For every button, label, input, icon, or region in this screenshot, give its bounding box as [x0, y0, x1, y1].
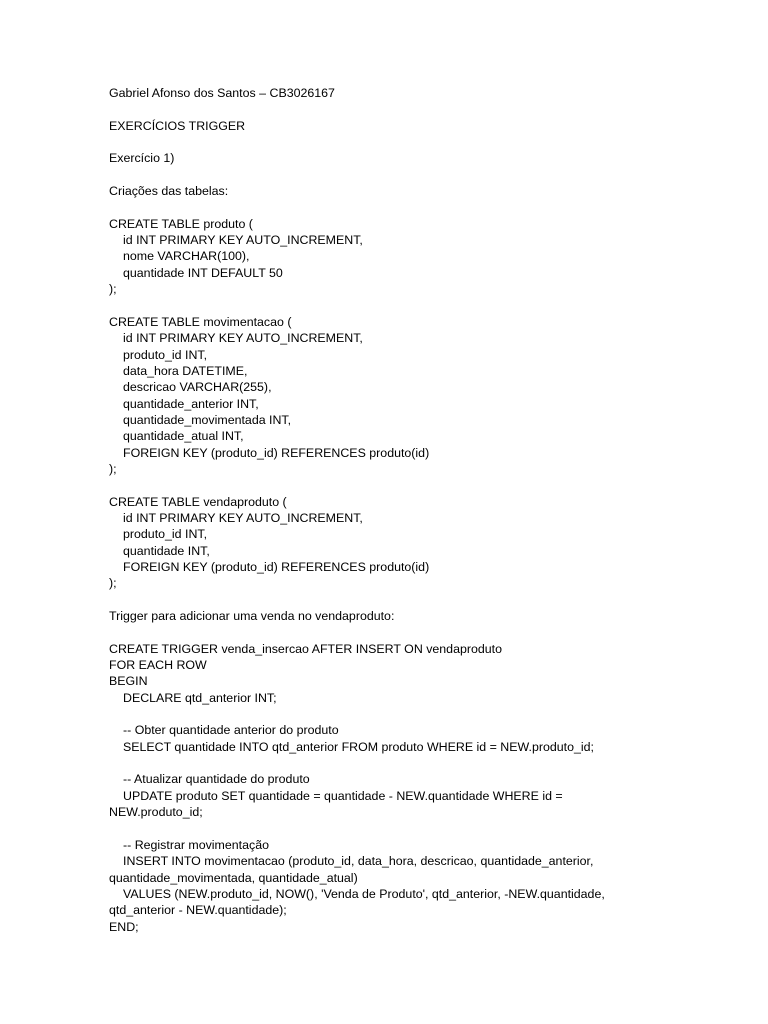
code-line: quantidade INT,: [123, 543, 210, 558]
code-line: CREATE TABLE produto (: [109, 216, 253, 231]
code-line: CREATE TABLE movimentacao (: [109, 314, 292, 329]
author-line: Gabriel Afonso dos Santos – CB3026167: [109, 86, 335, 100]
code-line: CREATE TABLE vendaproduto (: [109, 494, 287, 509]
spacer: [109, 134, 629, 150]
code-line: descricao VARCHAR(255),: [123, 380, 272, 395]
spacer: [109, 167, 629, 183]
code-line: data_hora DATETIME,: [123, 363, 248, 378]
document-page: [109, 85, 629, 935]
code-line: nome VARCHAR(100),: [123, 249, 250, 264]
trigger-heading: Trigger para adicionar uma venda no vendaproduto:: [109, 609, 395, 623]
spacer: [109, 592, 629, 608]
code-line: FOREIGN KEY (produto_id) REFERENCES produto(id): [123, 559, 430, 574]
code-line: id INT PRIMARY KEY AUTO_INCREMENT,: [123, 510, 363, 525]
code-line: FOR EACH ROW: [109, 658, 207, 673]
code-line: VALUES (NEW.produto_id, NOW(), 'Venda de Produto', qtd_anterior, -NEW.quantidade,: [123, 886, 605, 901]
spacer: [109, 755, 629, 771]
code-line: INSERT INTO movimentacao (produto_id, data_hora, descricao, quantidade_anterior,: [123, 854, 594, 869]
code-line: quantidade_movimentada, quantidade_atual): [109, 870, 358, 885]
code-line: END;: [109, 919, 139, 934]
code-line: FOREIGN KEY (produto_id) REFERENCES produto(id): [123, 445, 430, 460]
spacer: [109, 624, 629, 640]
code-line: id INT PRIMARY KEY AUTO_INCREMENT,: [123, 233, 363, 248]
spacer: [109, 199, 629, 215]
code-comment: -- Registrar movimentação: [123, 837, 269, 852]
code-line: );: [109, 282, 117, 297]
code-line: );: [109, 576, 117, 591]
spacer: [109, 706, 629, 722]
code-line: produto_id INT,: [123, 527, 208, 542]
code-block-vendaproduto: [109, 494, 629, 592]
code-line: NEW.produto_id;: [109, 805, 203, 820]
document-title: EXERCÍCIOS TRIGGER: [109, 118, 246, 133]
code-block-movimentacao: [109, 314, 629, 477]
code-line: quantidade_atual INT,: [123, 429, 244, 444]
code-line: quantidade_movimentada INT,: [123, 412, 292, 427]
code-block-produto: [109, 216, 629, 298]
spacer: [109, 297, 629, 313]
code-comment: -- Atualizar quantidade do produto: [123, 772, 310, 787]
code-line: DECLARE qtd_anterior INT;: [123, 690, 277, 705]
code-line: CREATE TRIGGER venda_insercao AFTER INSERT ON vendaproduto: [109, 641, 502, 656]
code-line: qtd_anterior - NEW.quantidade);: [109, 903, 287, 918]
code-comment: -- Obter quantidade anterior do produto: [123, 723, 339, 738]
tables-heading: Criações das tabelas:: [109, 184, 229, 199]
spacer: [109, 101, 629, 117]
code-line: id INT PRIMARY KEY AUTO_INCREMENT,: [123, 331, 363, 346]
code-line: produto_id INT,: [123, 347, 208, 362]
spacer: [109, 820, 629, 836]
spacer: [109, 477, 629, 493]
code-line: );: [109, 461, 117, 476]
code-line: UPDATE produto SET quantidade = quantidade - NEW.quantidade WHERE id =: [123, 788, 563, 803]
code-line: BEGIN: [109, 674, 148, 689]
code-block-trigger: [109, 641, 629, 935]
code-line: quantidade INT DEFAULT 50: [123, 265, 283, 280]
exercise-heading: Exercício 1): [109, 151, 175, 166]
code-line: SELECT quantidade INTO qtd_anterior FROM produto WHERE id = NEW.produto_id;: [123, 739, 594, 754]
code-line: quantidade_anterior INT,: [123, 396, 259, 411]
